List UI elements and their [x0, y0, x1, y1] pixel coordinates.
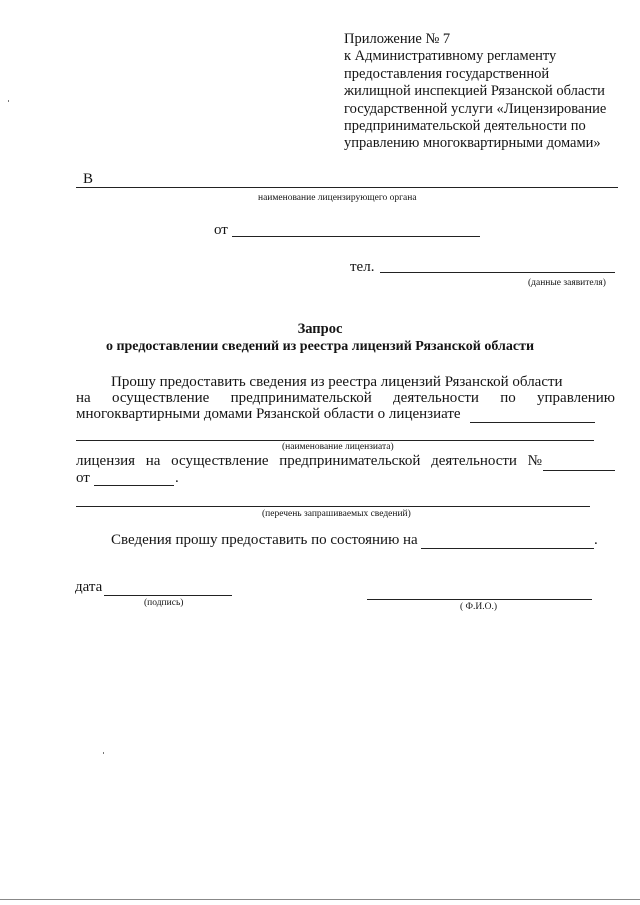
- document-title: Запрос: [297, 321, 343, 337]
- to-prefix: В: [83, 171, 94, 187]
- signature-caption: (подпись): [144, 598, 184, 608]
- appendix-line: управлению многоквартирными домами»: [344, 135, 601, 152]
- from-prefix: от: [214, 222, 228, 238]
- word: лицензия: [76, 453, 136, 469]
- requested-info-caption: (перечень запрашиваемых сведений): [262, 509, 411, 519]
- licensee-caption: (наименование лицензиата): [282, 442, 394, 452]
- word: предпринимательской: [279, 453, 421, 469]
- word: деятельности: [431, 453, 517, 469]
- full-name-caption: ( Ф.И.О.): [460, 602, 498, 612]
- licensee-field-line-2[interactable]: [76, 440, 594, 441]
- full-name-field-line[interactable]: [367, 599, 592, 600]
- applicant-data-caption: (данные заявителя): [528, 278, 606, 288]
- document-subtitle: о предоставлении сведений из реестра лицензий Рязанской области: [105, 339, 535, 354]
- word: осуществление: [171, 453, 269, 469]
- appendix-line: жилищной инспекцией Рязанской области: [344, 83, 605, 100]
- appendix-line: предпринимательской деятельности по: [344, 118, 586, 135]
- scan-speck: [103, 752, 104, 754]
- license-date-field-line[interactable]: [94, 485, 174, 486]
- appendix-line: государственной услуги «Лицензирование: [344, 100, 607, 117]
- license-text-line: [76, 453, 542, 470]
- date-label: дата: [75, 579, 103, 595]
- word: на: [145, 453, 161, 469]
- status-date-field-line[interactable]: [421, 548, 594, 549]
- appendix-note: [344, 31, 624, 153]
- request-text-line-justified: [76, 390, 615, 407]
- status-date-text: Сведения прошу предоставить по состоянию на: [111, 532, 418, 548]
- status-date-end: .: [594, 532, 598, 548]
- license-date-prefix: от: [76, 470, 90, 486]
- request-text-line: Прошу предоставить сведения из реестра лицензий Рязанской области: [111, 374, 563, 390]
- phone-prefix: тел.: [350, 259, 375, 275]
- license-date-end: .: [175, 470, 179, 486]
- word: на: [76, 390, 91, 406]
- appendix-line: к Административному регламенту: [344, 48, 557, 65]
- appendix-line: предоставления государственной: [344, 65, 550, 82]
- scan-bottom-edge: [0, 899, 640, 900]
- word: управлению: [537, 390, 615, 406]
- word: по: [500, 390, 516, 406]
- scan-speck: [8, 100, 9, 102]
- word: деятельности: [393, 390, 479, 406]
- license-number-field-line[interactable]: [543, 470, 615, 471]
- word: осуществление: [111, 390, 210, 406]
- signature-field-line[interactable]: [104, 595, 232, 596]
- authority-caption: наименование лицензирующего органа: [258, 193, 417, 203]
- phone-field-line[interactable]: [380, 272, 615, 273]
- licensee-field-line[interactable]: [470, 422, 595, 423]
- appendix-line: Приложение № 7: [344, 31, 451, 47]
- applicant-field-line[interactable]: [232, 236, 480, 237]
- request-text-line: многоквартирными домами Рязанской области о лицензиате: [76, 406, 461, 422]
- word: предпринимательской: [230, 390, 372, 406]
- authority-field-line[interactable]: [76, 187, 618, 188]
- word: №: [527, 453, 542, 469]
- requested-info-field-line[interactable]: [76, 506, 590, 507]
